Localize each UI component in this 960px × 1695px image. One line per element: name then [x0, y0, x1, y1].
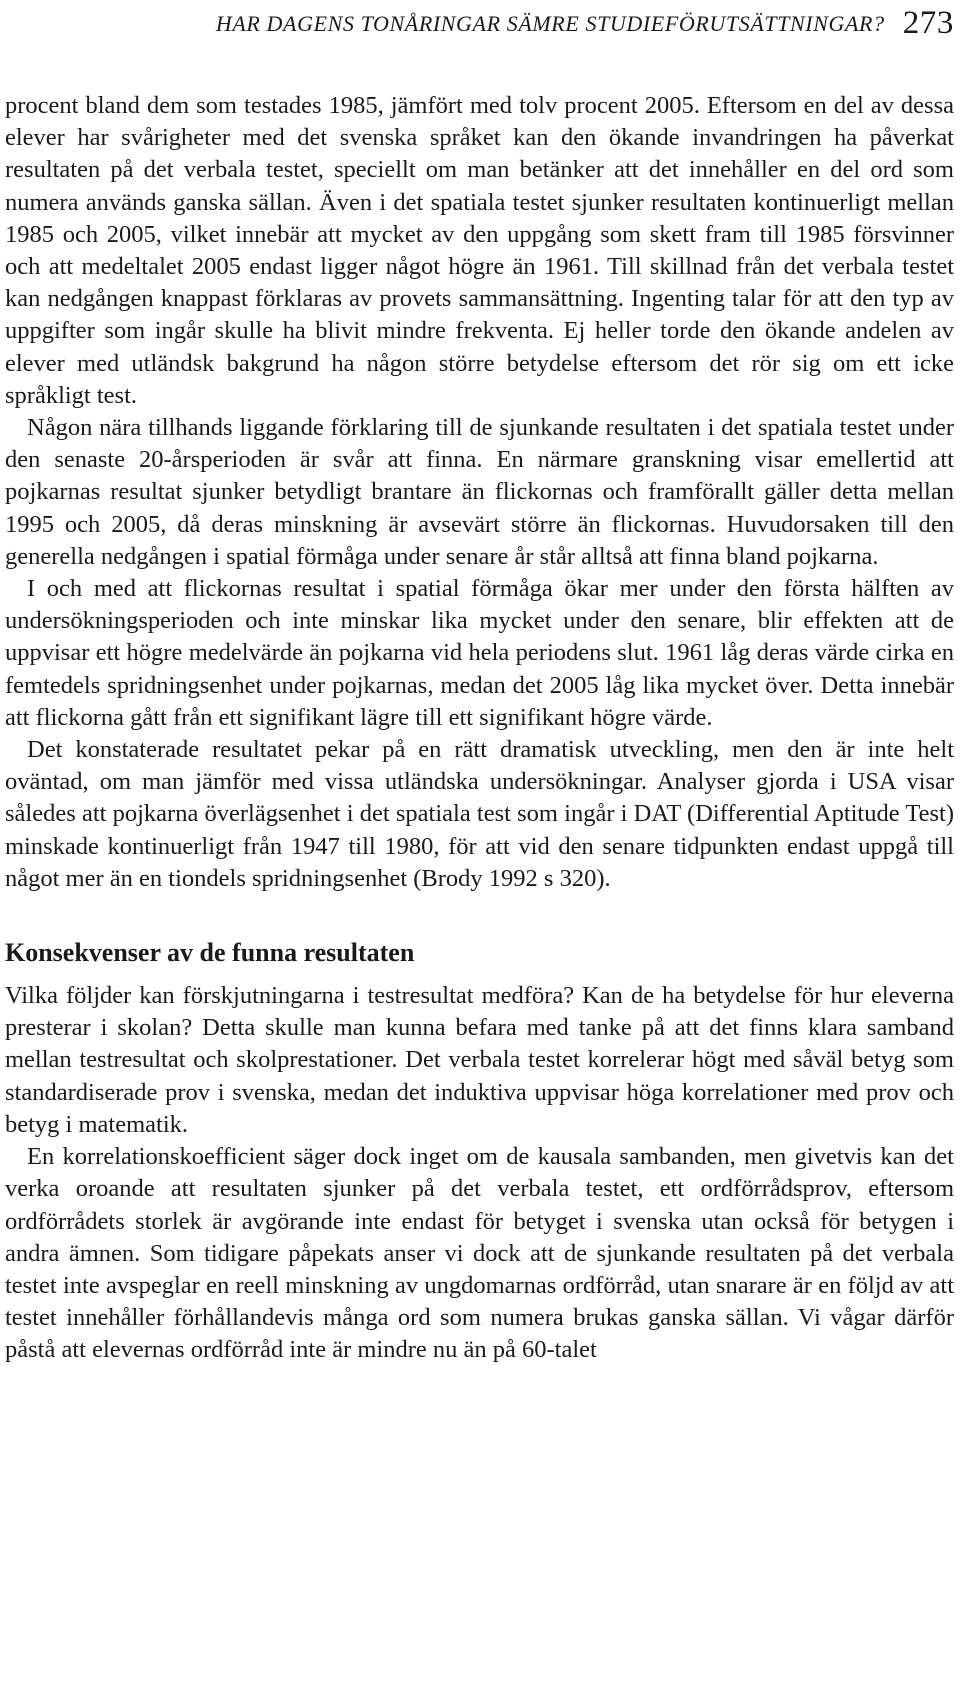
body-text — [5, 90, 954, 1367]
section-heading: Konsekvenser av de funna resultaten — [5, 938, 415, 968]
running-title: HAR DAGENS TONÅRINGAR SÄMRE STUDIEFÖRUTSÄTTNINGAR? — [215, 11, 885, 36]
page-number: 273 — [902, 5, 954, 41]
paragraph: Någon nära tillhands liggande förklaring till de sjunkande resultaten i det spatiala testet under den senaste 20-årsperioden är svår att finna. En närmare granskning visar emellertid att pojkarnas resultat sjunker betydligt brantare än flickornas och framförallt gäller detta mellan 1995 och 2005, då deras minskning är avsevärt större än flickornas. Huvudorsaken till den generella nedgången i spatial förmåga under senare år står alltså att finna bland pojkarna. — [5, 414, 954, 570]
section-paragraph: En korrelationskoefficient säger dock inget om de kausala sambanden, men givetvis kan det verka oroande att resultaten sjunker på det verbala testet, ett ordförrådsprov, eftersom ordförrådets storlek är avgörande inte endast för betyget i svenska utan också för betygen i andra ämnen. Som tidigare påpekats anser vi dock att de sjunkande resultaten på det verbala testet inte avspeglar en reell minskning av ungdomarnas ordförråd, utan snarare är en följd av att testet innehåller förhållandevis många ord som numera brukas ganska sällan. Vi vågar därför påstå att elevernas ordförråd inte är mindre nu än på 60-talet — [5, 1143, 954, 1364]
paragraph: I och med att flickornas resultat i spatial förmåga ökar mer under den första hälften av undersökningsperioden och inte minskar lika mycket under den senare, blir effekten att de uppvisar ett högre medelvärde än pojkarna vid hela periodens slut. 1961 låg deras värde cirka en femtedels spridningsenhet under pojkarnas, medan det 2005 låg lika mycket över. Detta innebär att flickorna gått från ett signifikant lägre till ett signifikant högre värde. — [5, 575, 954, 731]
running-header — [5, 6, 954, 41]
section-paragraph: Vilka följder kan förskjutningarna i testresultat medföra? Kan de ha betydelse för hur eleverna presterar i skolan? Detta skulle man kunna befara med tanke på att det finns klara samband mellan testresultat och skolprestationer. Det verbala testet korrelerar högt med såväl betyg som standardiserade prov i svenska, medan det induktiva uppvisar höga korrelationer med prov och betyg i matematik. — [5, 982, 954, 1138]
paragraph-continued: procent bland dem som testades 1985, jämfört med tolv procent 2005. Eftersom en del av dessa elever har svårigheter med det svenska språket kan den ökande invandringen ha påverkat resultaten på det verbala testet, speciellt om man betänker att det innehåller en del ord som numera används ganska sällan. Även i det spatiala testet sjunker resultaten kontinuerligt mellan 1985 och 2005, vilket innebär att mycket av den uppgång som skett fram till 1985 försvinner och att medeltalet 2005 endast ligger något högre än 1961. Till skillnad från det verbala testet kan nedgången knappast förklaras av provets sammansättning. Ingenting talar för att den typ av uppgifter som ingår skulle ha blivit mindre frekventa. Ej heller torde den ökande andelen av elever med utländsk bakgrund ha någon större betydelse eftersom det rör sig om ett icke språkligt test. — [5, 92, 954, 409]
paragraph: Det konstaterade resultatet pekar på en rätt dramatisk utveckling, men den är inte helt oväntad, om man jämför med vissa utländska undersökningar. Analyser gjorda i USA visar således att pojkarna överlägsenhet i det spatiala test som ingår i DAT (Differential Aptitude Test) minskade kontinuerligt från 1947 till 1980, för att vid den senare tidpunkten endast uppgå till något mer än en tiondels spridningsenhet (Brody 1992 s 320). — [5, 736, 954, 892]
